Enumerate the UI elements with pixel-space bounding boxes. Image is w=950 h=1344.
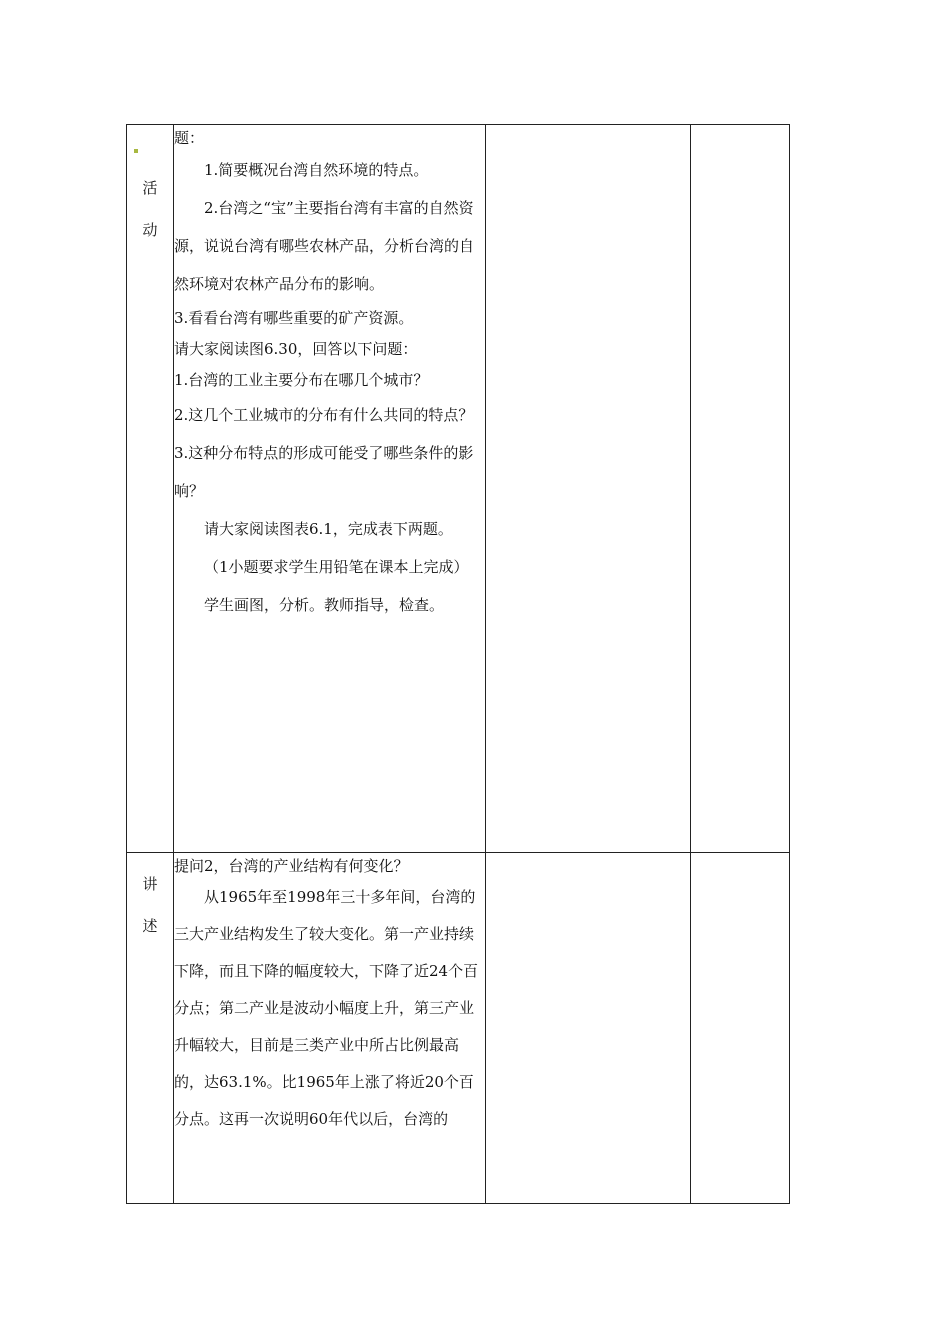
empty-cell: [691, 125, 790, 853]
text-line: 2.这几个工业城市的分布有什么共同的特点？: [174, 406, 474, 424]
section-label-cell: [127, 125, 174, 853]
lesson-plan-table: [126, 124, 790, 1204]
text-line: （1小题要求学生用铅笔在课本上完成）: [204, 558, 469, 576]
text-line: 1.简要概况台湾自然环境的特点。: [204, 161, 429, 179]
section-label-char-1: 活: [142, 179, 158, 197]
marker-dot: [134, 149, 138, 153]
activity-content-cell: [174, 125, 486, 853]
text-line: 题：: [174, 129, 205, 147]
text-line: 请大家阅读图6.30，回答以下问题：: [174, 340, 418, 358]
section-label-cell: [127, 853, 174, 1204]
table-row-activity: [127, 125, 790, 853]
text-line: 3.这种分布特点的形成可能受了哪些条件的影响？: [174, 444, 474, 500]
table-row-lecture: [127, 853, 790, 1204]
text-line: 3.看看台湾有哪些重要的矿产资源。: [174, 309, 414, 327]
text-line: 2.台湾之“宝”主要指台湾有丰富的自然资源，说说台湾有哪些农林产品，分析台湾的自然环境对农林产品分布的影响。: [174, 199, 475, 293]
section-label-char-2: 动: [142, 221, 158, 239]
lecture-content-cell: [174, 853, 486, 1204]
text-line: 1.台湾的工业主要分布在哪几个城市？: [174, 371, 429, 389]
text-line: 从1965年至1998年三十多年间，台湾的三大产业结构发生了较大变化。第一产业持续下降，而且下降的幅度较大，下降了近24个百分点；第二产业是波动小幅度上升，第三产业升幅较大，目前是三类产业中所占比例最高的，达63.1%。比1965年上涨了将近20个百分点。这再一次说明60年代以后，台湾的: [174, 888, 479, 1128]
empty-cell: [691, 853, 790, 1204]
empty-cell: [486, 853, 691, 1204]
text-line: 请大家阅读图表6.1，完成表下两题。: [204, 520, 453, 538]
empty-cell: [486, 125, 691, 853]
section-label-char-2: 述: [142, 917, 158, 935]
text-line: 提问2，台湾的产业结构有何变化？: [174, 857, 409, 875]
section-label-char-1: 讲: [142, 875, 158, 893]
text-line: 学生画图，分析。教师指导，检查。: [204, 596, 445, 614]
